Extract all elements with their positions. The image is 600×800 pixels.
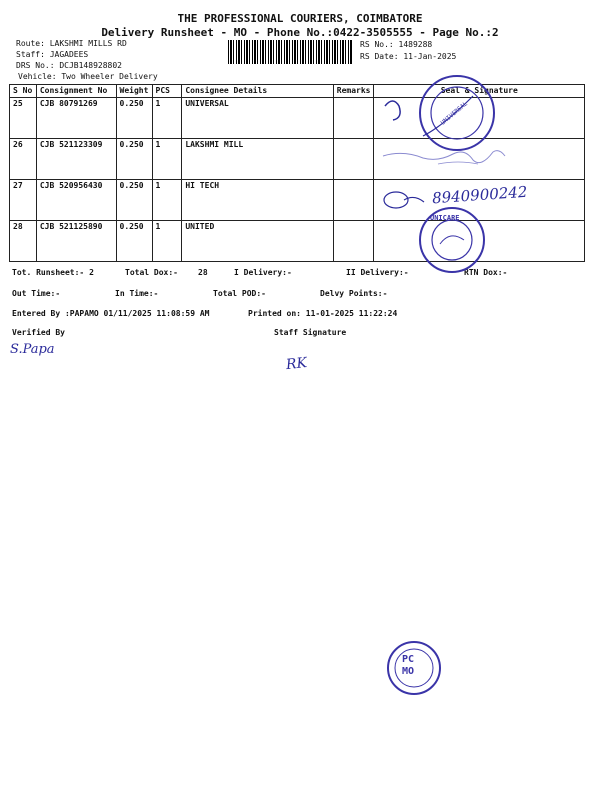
cell-consignee: LAKSHMI MILL xyxy=(182,139,333,180)
total-pod: Total POD:- xyxy=(213,289,266,298)
entered-by: Entered By :PAPAMO 01/11/2025 11:08:59 AM xyxy=(12,309,210,318)
staff-text: Staff: JAGADEES xyxy=(16,50,89,59)
in-time: In Time:- xyxy=(115,289,159,298)
tot-runsheet: Tot. Runsheet:- 2 xyxy=(12,268,94,277)
rs-date: RS Date: 11-Jan-2025 xyxy=(360,52,457,61)
route-text: Route: LAKSHMI MILLS RD xyxy=(16,39,127,48)
cell-consignee: HI TECH xyxy=(182,180,333,221)
ii-delivery: II Delivery:- xyxy=(346,268,409,277)
cell-sno: 27 xyxy=(10,180,37,221)
staff-signature: RK xyxy=(285,354,308,374)
vehicle-text: Vehicle: Two Wheeler Delivery xyxy=(18,72,158,81)
rtn-dox: RTN Dox:- xyxy=(464,268,508,277)
cell-remarks xyxy=(333,98,374,139)
cell-weight: 0.250 xyxy=(116,221,152,262)
cell-remarks xyxy=(333,221,374,262)
printed-on: Printed on: 11-01-2025 11:22:24 xyxy=(248,309,398,318)
drs-text: DRS No.: DCJB148928802 xyxy=(16,61,122,70)
barcode xyxy=(228,40,353,64)
cell-consignment: CJB 521123309 xyxy=(36,139,116,180)
written-phone: 8940900242 xyxy=(431,182,528,208)
cell-weight: 0.250 xyxy=(116,180,152,221)
verified-by-label: Verified By xyxy=(12,328,65,337)
col-remarks: Remarks xyxy=(333,85,374,98)
signature-lakshmi xyxy=(378,144,518,174)
staff-signature-label: Staff Signature xyxy=(274,328,347,337)
cell-sno: 28 xyxy=(10,221,37,262)
stamp2-text: UNICARE xyxy=(430,214,460,222)
cell-pcs: 1 xyxy=(152,139,182,180)
delvy-points: Delvy Points:- xyxy=(320,289,388,298)
col-pcs: PCS xyxy=(152,85,182,98)
i-delivery: I Delivery:- xyxy=(234,268,292,277)
cell-remarks xyxy=(333,139,374,180)
stamp3-top: PC xyxy=(402,654,415,665)
company-title: THE PROFESSIONAL COURIERS, COIMBATORE xyxy=(177,12,423,25)
out-time: Out Time:- xyxy=(12,289,61,298)
cell-remarks xyxy=(333,180,374,221)
stamp3-bottom: MO xyxy=(402,666,415,677)
cell-consignee: UNIVERSAL xyxy=(182,98,333,139)
cell-consignee: UNITED xyxy=(182,221,333,262)
total-dox-value: 28 xyxy=(198,268,208,277)
cell-sno: 25 xyxy=(10,98,37,139)
verified-signature: S.Papa xyxy=(10,342,55,357)
total-dox-label: Total Dox:- xyxy=(125,268,178,277)
cell-consignment: CJB 80791269 xyxy=(36,98,116,139)
col-seal: Seal & Signature xyxy=(374,85,585,98)
runsheet-subtitle: Delivery Runsheet - MO - Phone No.:0422-3505555 - Page No.:2 xyxy=(101,26,499,39)
cell-weight: 0.250 xyxy=(116,98,152,139)
cell-pcs: 1 xyxy=(152,180,182,221)
col-sno: S No xyxy=(10,85,37,98)
rs-no: RS No.: 1489288 xyxy=(360,40,433,49)
cell-pcs: 1 xyxy=(152,221,182,262)
col-consignment: Consignment No xyxy=(36,85,116,98)
stamp1-text: UNIVERSAL xyxy=(439,100,469,127)
cell-sno: 26 xyxy=(10,139,37,180)
col-weight: Weight xyxy=(116,85,152,98)
cell-consignment: CJB 521125890 xyxy=(36,221,116,262)
cell-pcs: 1 xyxy=(152,98,182,139)
cell-consignment: CJB 520956430 xyxy=(36,180,116,221)
col-consignee: Consignee Details xyxy=(182,85,333,98)
cell-weight: 0.250 xyxy=(116,139,152,180)
